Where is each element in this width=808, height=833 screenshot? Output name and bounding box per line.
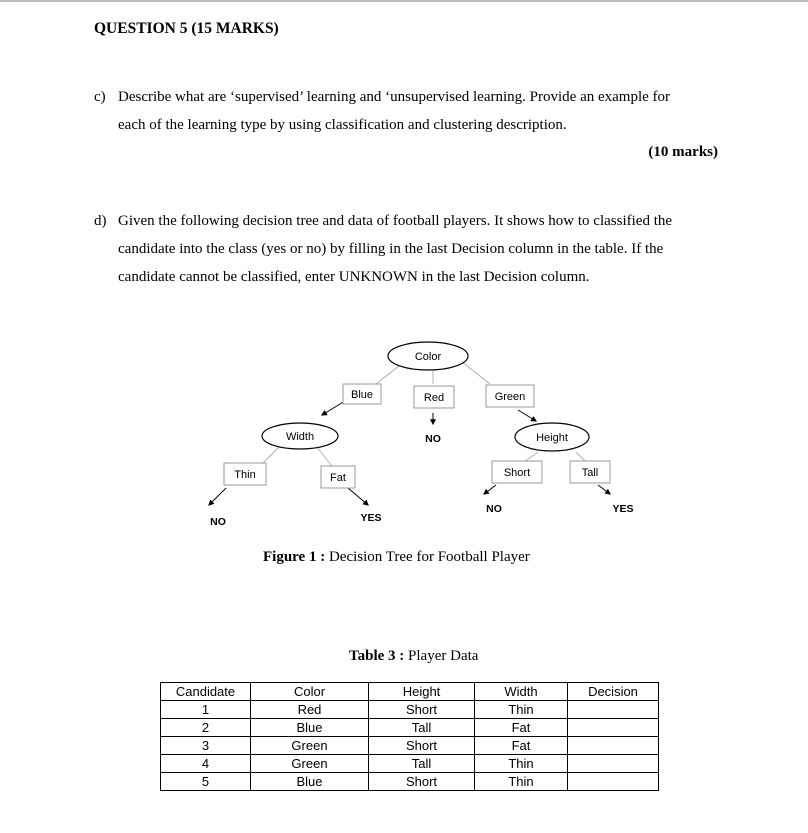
question-heading: QUESTION 5 (15 MARKS) xyxy=(94,20,279,37)
cell-color: Blue xyxy=(251,719,369,737)
cell-height: Tall xyxy=(369,755,475,773)
part-c-line-2: each of the learning type by using classification and clustering description. xyxy=(118,117,567,133)
figure-caption-text: Decision Tree for Football Player xyxy=(325,549,530,565)
table-caption-label: Table 3 : xyxy=(349,648,405,664)
edge-width-fat xyxy=(316,446,332,466)
cell-color: Red xyxy=(251,701,369,719)
arrow-thin-no xyxy=(209,488,226,505)
cell-color: Green xyxy=(251,737,369,755)
part-d-text xyxy=(118,207,672,291)
cell-width: Thin xyxy=(475,701,568,719)
cell-width: Fat xyxy=(475,719,568,737)
table-header-row xyxy=(161,683,659,701)
leaf-tall-yes: YES xyxy=(612,503,634,515)
cell-decision[interactable] xyxy=(568,719,659,737)
part-d-line-3: candidate cannot be classified, enter UNKNOWN in the last Decision column. xyxy=(118,269,590,285)
player-data-table xyxy=(160,682,659,791)
leaf-short-no: NO xyxy=(486,503,502,515)
cell-width: Thin xyxy=(475,773,568,791)
branch-red-label: Red xyxy=(423,392,445,404)
top-rule xyxy=(0,0,808,2)
cell-width: Thin xyxy=(475,755,568,773)
branch-short-label: Short xyxy=(503,467,531,479)
table-row xyxy=(161,719,659,737)
branch-blue-label: Blue xyxy=(350,389,374,401)
cell-candidate: 1 xyxy=(161,701,251,719)
branch-fat-label: Fat xyxy=(330,472,346,484)
arrow-green-height xyxy=(518,410,536,421)
header-candidate: Candidate xyxy=(161,683,251,701)
cell-candidate: 4 xyxy=(161,755,251,773)
leaf-red-no: NO xyxy=(425,433,441,445)
edge-root-green xyxy=(462,362,490,384)
leaf-thin-no: NO xyxy=(210,516,226,528)
figure-caption-label: Figure 1 : xyxy=(263,549,326,565)
leaf-fat-yes: YES xyxy=(360,512,382,524)
cell-height: Short xyxy=(369,773,475,791)
branch-green-label: Green xyxy=(494,391,526,403)
branch-tall-label: Tall xyxy=(581,467,599,479)
cell-decision[interactable] xyxy=(568,755,659,773)
cell-candidate: 3 xyxy=(161,737,251,755)
part-c-marks: (10 marks) xyxy=(648,144,718,160)
cell-height: Short xyxy=(369,737,475,755)
cell-height: Short xyxy=(369,701,475,719)
cell-color: Green xyxy=(251,755,369,773)
part-d-line-1: Given the following decision tree and data of football players. It shows how to classified the xyxy=(118,213,673,229)
arrow-short-no xyxy=(484,485,496,494)
header-height: Height xyxy=(369,683,475,701)
cell-decision[interactable] xyxy=(568,701,659,719)
cell-width: Fat xyxy=(475,737,568,755)
table-caption xyxy=(349,648,478,665)
header-decision: Decision xyxy=(568,683,659,701)
branch-thin-label: Thin xyxy=(234,469,256,481)
table-row xyxy=(161,773,659,791)
decision-tree-diagram xyxy=(0,330,808,540)
cell-candidate: 5 xyxy=(161,773,251,791)
header-width: Width xyxy=(475,683,568,701)
part-d-letter: d) xyxy=(94,213,107,229)
part-c-letter: c) xyxy=(94,89,106,105)
table-row xyxy=(161,701,659,719)
part-d-line-2: candidate into the class (yes or no) by filling in the last Decision column in the table. If the xyxy=(118,241,664,257)
cell-candidate: 2 xyxy=(161,719,251,737)
figure-caption xyxy=(263,549,530,566)
part-c-text xyxy=(118,83,670,139)
table-row xyxy=(161,737,659,755)
table-row xyxy=(161,755,659,773)
cell-height: Tall xyxy=(369,719,475,737)
arrow-fat-yes xyxy=(348,488,368,505)
cell-color: Blue xyxy=(251,773,369,791)
cell-decision[interactable] xyxy=(568,773,659,791)
node-height-label: Height xyxy=(536,432,568,444)
header-color: Color xyxy=(251,683,369,701)
node-width-label: Width xyxy=(285,431,315,443)
cell-decision[interactable] xyxy=(568,737,659,755)
table-caption-text: Player Data xyxy=(404,648,479,664)
arrow-blue-width xyxy=(322,401,345,415)
part-c-line-1: Describe what are ‘supervised’ learning and ‘unsupervised learning. Provide an example for xyxy=(118,89,671,105)
arrow-tall-yes xyxy=(598,485,610,494)
node-color-label: Color xyxy=(414,351,442,363)
